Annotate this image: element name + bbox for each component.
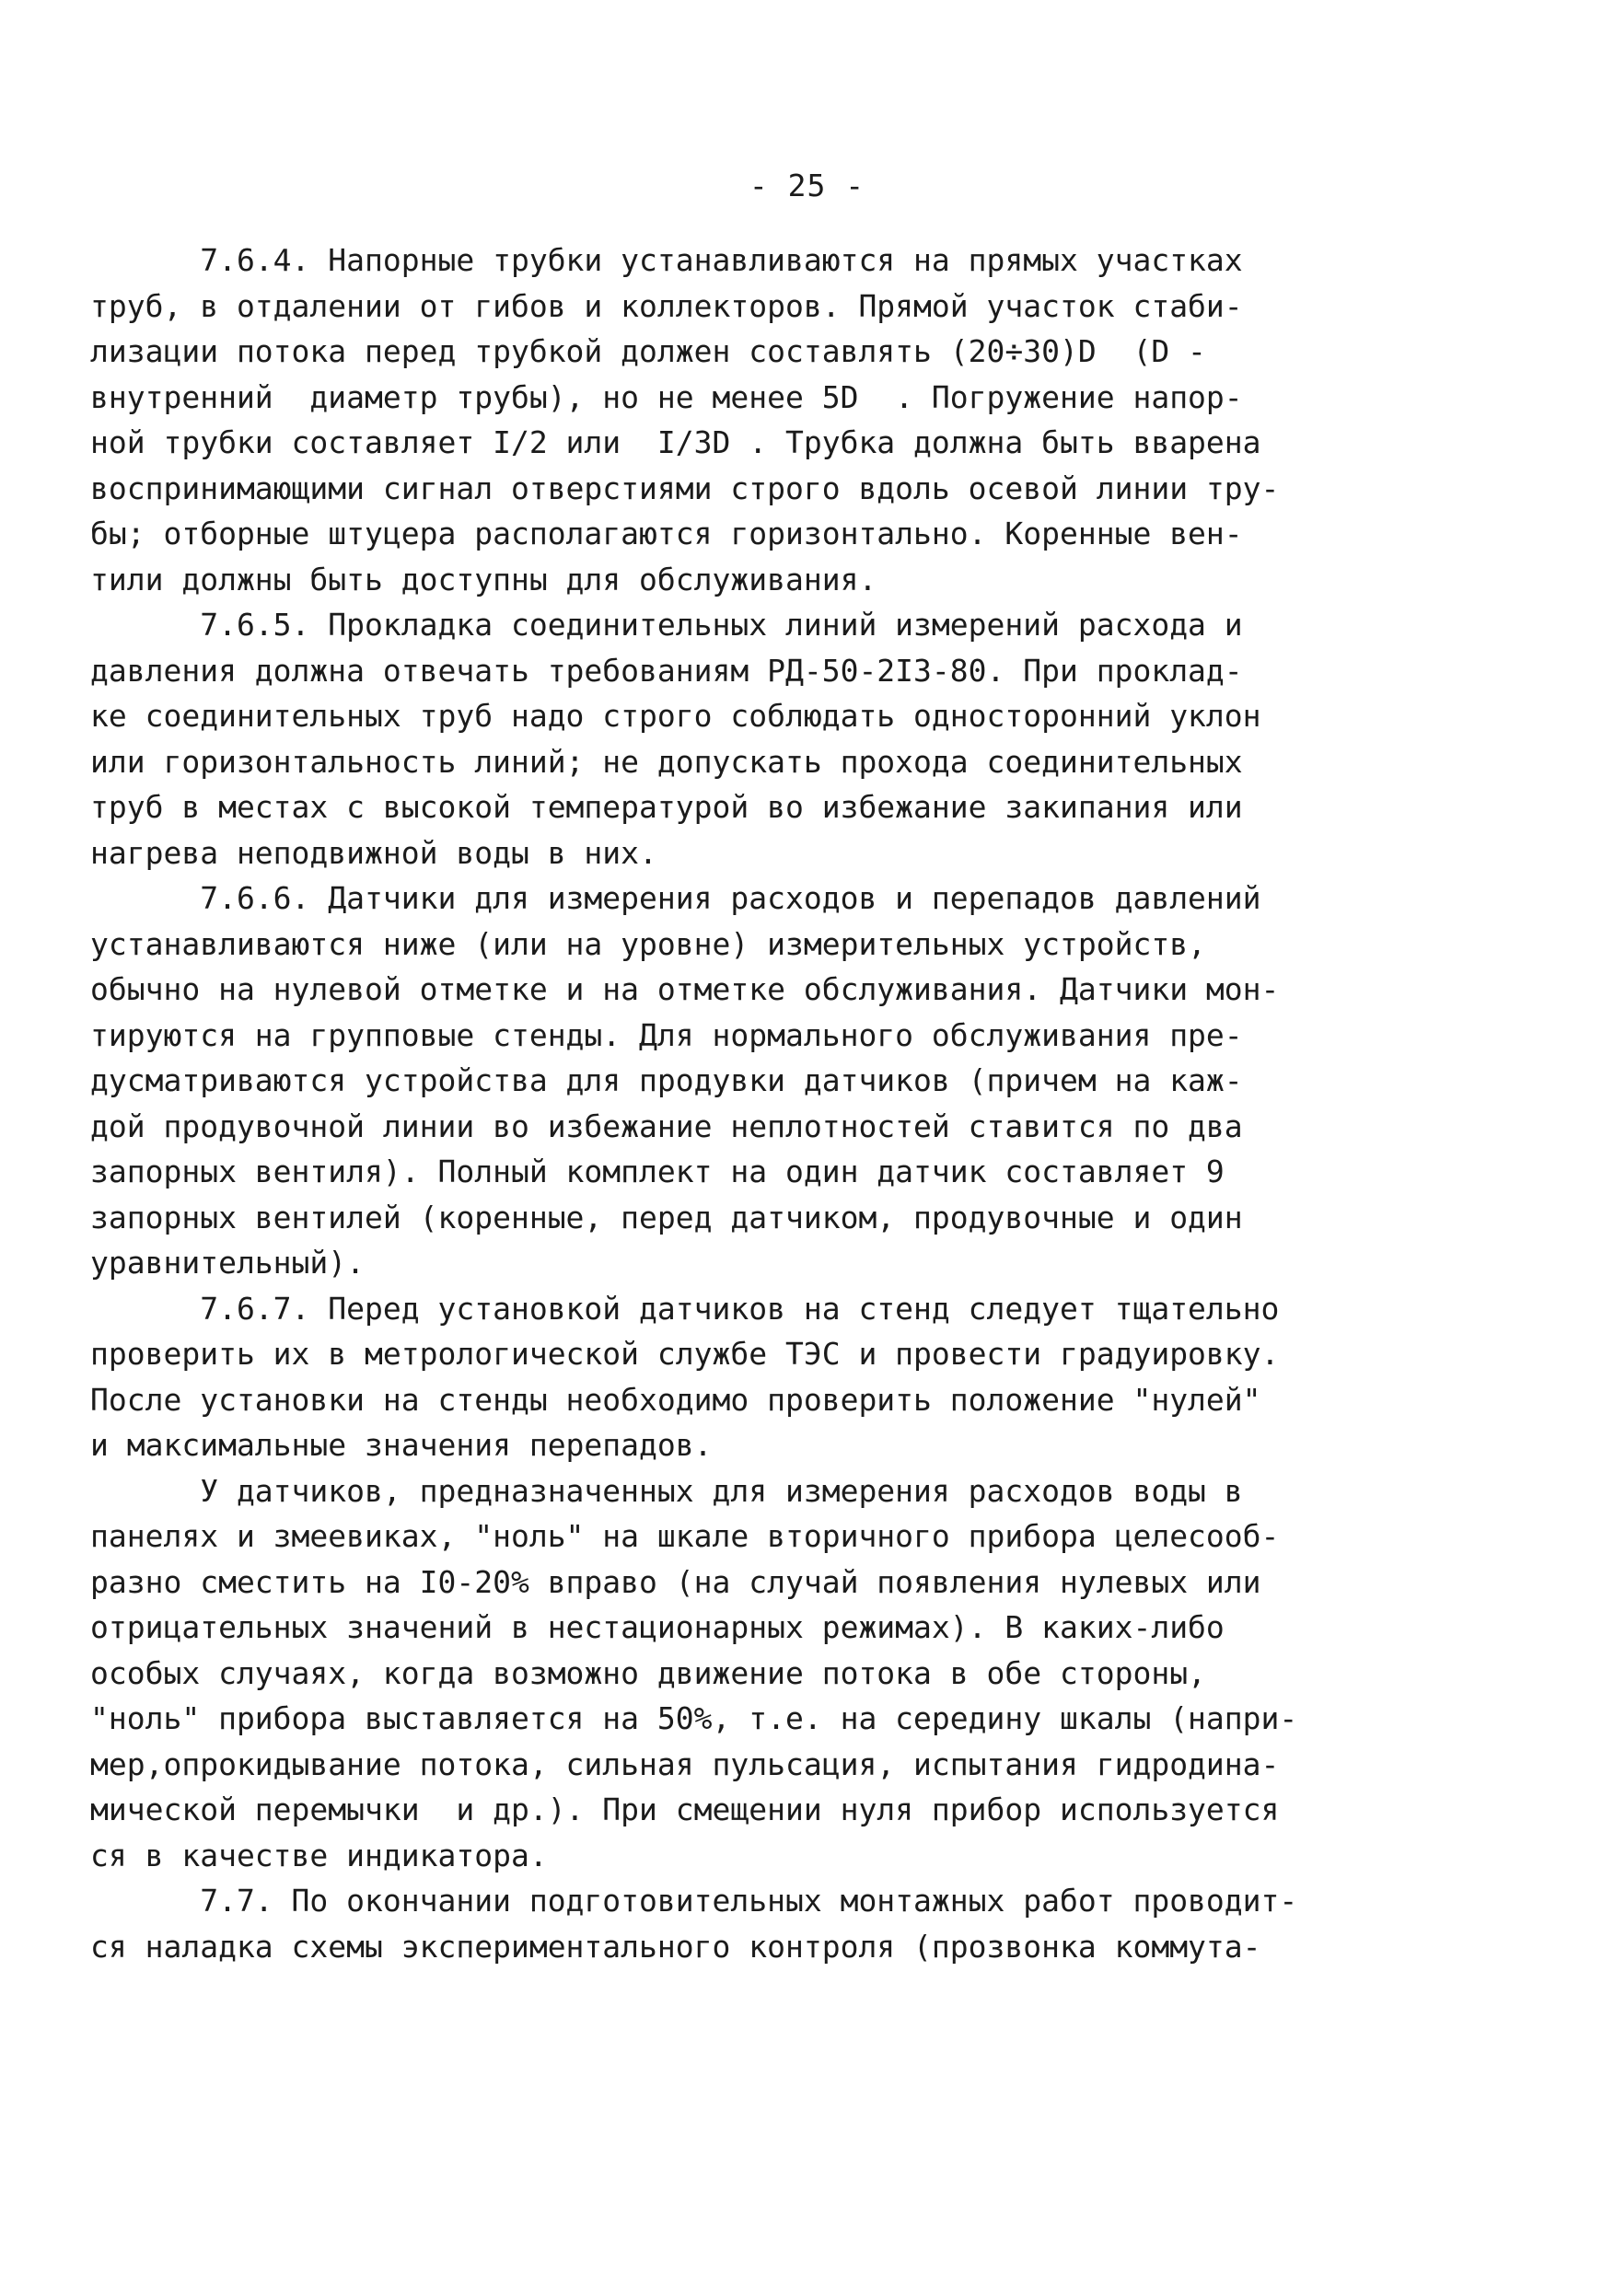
text-line: запорных вентиля). Полный комплект на один датчик составляет 9	[90, 1154, 1225, 1189]
text-line: отрицательных значений в нестационарных режимах). В каких-либо	[90, 1609, 1225, 1645]
text-line: мер,опрокидывание потока, сильная пульсация, испытания гидродина-	[90, 1745, 1280, 1782]
text-line: или горизонтальность линий; не допускать прохода соединительных	[90, 743, 1243, 780]
text-line: труб в местах с высокой температурой во избежание закипания или	[90, 789, 1243, 825]
text-line: особых случаях, когда возможно движение потока в обе стороны,	[90, 1654, 1206, 1691]
text-line: панелях и змеевиках, "ноль" на шкале вторичного прибора целесооб-	[90, 1518, 1280, 1554]
text-line: У датчиков, предназначенных для измерения расходов воды в	[90, 1472, 1243, 1509]
text-line: нагрева неподвижной воды в них.	[90, 834, 657, 871]
text-line: 7.6.5. Прокладка соединительных линий измерений расхода и	[90, 607, 1243, 643]
text-line: труб, в отдалении от гибов и коллекторов. Прямой участок стаби-	[90, 287, 1243, 324]
text-line: воспринимающими сигнал отверстиями строго вдоль осевой линии тру-	[90, 470, 1280, 506]
text-line: давления должна отвечать требованиям РД-50-2I3-80. При проклад-	[90, 652, 1243, 689]
page-number: - 25 -	[749, 168, 865, 203]
text-line: разно сместить на I0-20% вправо (на случай появления нулевых или	[90, 1563, 1261, 1600]
text-line: мической перемычки и др.). При смещении нуля прибор используется	[90, 1792, 1280, 1827]
text-line: внутренний диаметр трубы), но не менее 5D . Погружение напор-	[90, 378, 1243, 415]
text-line: После установки на стенды необходимо проверить положение "нулей"	[90, 1381, 1261, 1418]
text-line: 7.6.4. Напорные трубки устанавливаются на прямых участках	[90, 242, 1243, 278]
text-line: ся в качестве индикатора.	[90, 1837, 548, 1873]
text-line: тируются на групповые стенды. Для нормального обслуживания пре-	[90, 1016, 1243, 1053]
text-line: тили должны быть доступны для обслуживания.	[90, 561, 877, 597]
text-line: лизации потока перед трубкой должен составлять (20÷30)D (D -	[90, 333, 1206, 369]
text-line: устанавливаются ниже (или на уровне) измерительных устройств,	[90, 925, 1206, 962]
text-line: дой продувочной линии во избежание неплотностей ставится по два	[90, 1107, 1243, 1144]
text-line: ся наладка схемы экспериментального контроля (прозвонка коммута-	[90, 1928, 1261, 1965]
text-line: бы; отборные штуцера располагаются горизонтально. Коренные вен-	[90, 516, 1243, 551]
text-line: 7.6.7. Перед установкой датчиков на стенд следует тщательно	[90, 1290, 1280, 1327]
body-text	[90, 238, 1398, 1969]
text-line: "ноль" прибора выставляется на 50%, т.е. на середину шкалы (напри-	[90, 1700, 1298, 1736]
text-line: ной трубки составляет I/2 или I/3D . Трубка должна быть вварена	[90, 424, 1261, 460]
text-line: запорных вентилей (коренные, перед датчиком, продувочные и один	[90, 1199, 1243, 1235]
text-line: уравнительный).	[90, 1245, 366, 1281]
text-line: дусматриваются устройства для продувки датчиков (причем на каж-	[90, 1062, 1243, 1098]
text-line: 7.7. По окончании подготовительных монтажных работ проводит-	[90, 1883, 1298, 1919]
text-line: 7.6.6. Датчики для измерения расходов и перепадов давлений	[90, 880, 1261, 916]
text-line: обычно на нулевой отметке и на отметке обслуживания. Датчики мон-	[90, 971, 1280, 1007]
text-line: ке соединительных труб надо строго соблюдать односторонний уклон	[90, 698, 1261, 734]
text-line: проверить их в метрологической службе ТЭС и провести градуировку.	[90, 1336, 1280, 1372]
text-line: и максимальные значения перепадов.	[90, 1427, 713, 1463]
